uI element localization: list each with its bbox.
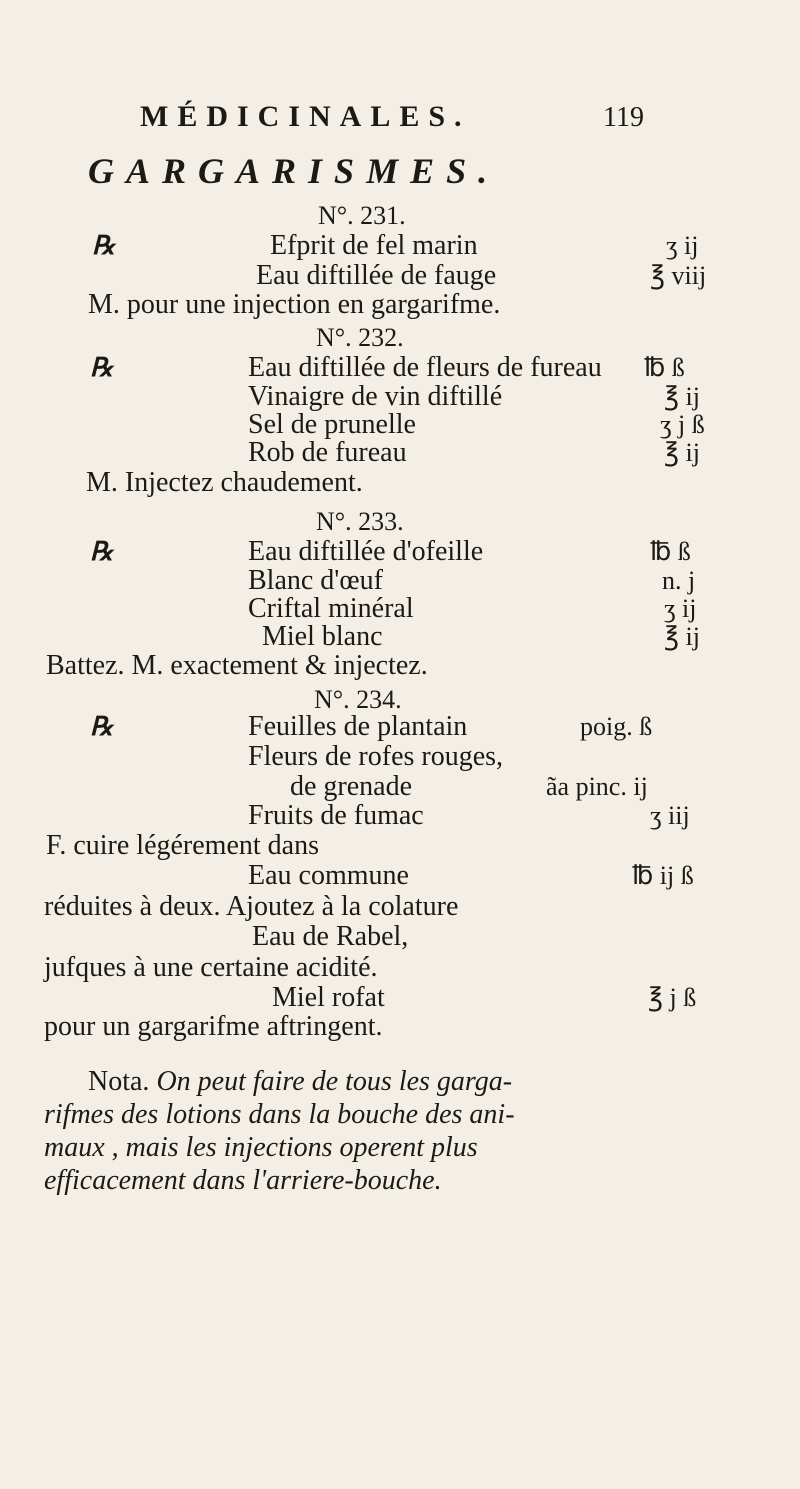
recipe-directions: M. pour une injection en gargarifme.: [88, 289, 501, 320]
ingredient-quantity: n. j: [662, 566, 696, 595]
section-title: GARGARISMES.: [88, 151, 500, 191]
nota-line: [88, 1066, 512, 1098]
running-head: MÉDICINALES.: [140, 100, 471, 133]
recipe-directions: F. cuire légérement dans: [46, 830, 319, 861]
recipe-symbol-icon: ℞: [90, 712, 114, 741]
nota-text: efficacement dans l'arriere-bouche.: [44, 1165, 442, 1196]
ingredient-name: Eau diftillée de fauge: [256, 260, 497, 291]
recipe-number: N°. 231.: [318, 201, 406, 230]
nota-label: Nota.: [88, 1066, 150, 1097]
ingredient-quantity: ãa pinc. ij: [546, 772, 648, 801]
ingredient-quantity: ℔ ij ß: [632, 861, 694, 890]
ingredient-quantity: ℔ ß: [650, 537, 691, 566]
ingredient-name: Sel de prunelle: [248, 409, 416, 440]
ingredient-quantity: ℔ ß: [644, 353, 685, 382]
ingredient-name: Eau diftillée de fleurs de fureau: [248, 352, 602, 383]
recipe-number: N°. 233.: [316, 507, 404, 536]
page-number: 119: [603, 102, 644, 133]
recipe-directions: jufques à une certaine acidité.: [44, 952, 378, 983]
recipe-directions: M. Injectez chaudement.: [86, 467, 363, 498]
recipe-symbol-icon: ℞: [90, 353, 114, 382]
ingredient-name: Feuilles de plantain: [248, 711, 468, 742]
ingredient-quantity: ʒ ij: [664, 594, 697, 623]
recipe-directions: pour un gargarifme aftringent.: [44, 1011, 383, 1042]
nota-text: On peut faire de tous les garga-: [156, 1066, 513, 1097]
ingredient-quantity: ʒ iij: [650, 801, 690, 830]
ingredient-quantity: ℥ ij: [664, 438, 700, 467]
nota-line: [44, 1132, 478, 1164]
nota-line: [44, 1165, 442, 1197]
ingredient-quantity: poig. ß: [580, 712, 653, 741]
nota-line: [44, 1099, 515, 1131]
ingredient-name: Eau de Rabel,: [252, 921, 409, 952]
ingredient-quantity: ℥ ij: [664, 622, 700, 651]
ingredient-name: Fleurs de rofes rouges,: [248, 741, 504, 772]
ingredient-name: Eau diftillée d'ofeille: [248, 536, 484, 567]
ingredient-name: de grenade: [290, 771, 413, 802]
recipe-symbol-icon: ℞: [90, 537, 114, 566]
ingredient-quantity: ℥ ij: [664, 382, 700, 411]
recipe-directions: réduites à deux. Ajoutez à la colature: [44, 891, 459, 922]
ingredient-quantity: ʒ j ß: [660, 410, 705, 439]
ingredient-name: Rob de fureau: [248, 437, 407, 468]
ingredient-name: Miel blanc: [262, 621, 383, 652]
ingredient-quantity: ʒ ij: [666, 231, 699, 260]
ingredient-name: Blanc d'œuf: [248, 565, 383, 596]
ingredient-name: Miel rofat: [272, 982, 385, 1013]
ingredient-name: Fruits de fumac: [248, 800, 424, 831]
nota-text: maux , mais les injections operent plus: [44, 1132, 478, 1163]
ingredient-name: Vinaigre de vin diftillé: [248, 381, 503, 412]
nota-text: rifmes des lotions dans la bouche des ani-: [44, 1099, 515, 1130]
ingredient-quantity: ℥ j ß: [648, 983, 697, 1012]
ingredient-name: Criftal minéral: [248, 593, 414, 624]
recipe-symbol-icon: ℞: [92, 231, 116, 260]
recipe-directions: Battez. M. exactement & injectez.: [46, 650, 428, 681]
ingredient-name: Eau commune: [248, 860, 409, 891]
ingredient-quantity: ℥ viij: [650, 261, 707, 290]
recipe-number: N°. 232.: [316, 323, 404, 352]
ingredient-name: Efprit de fel marin: [270, 230, 478, 261]
recipe-number: N°. 234.: [314, 685, 402, 714]
